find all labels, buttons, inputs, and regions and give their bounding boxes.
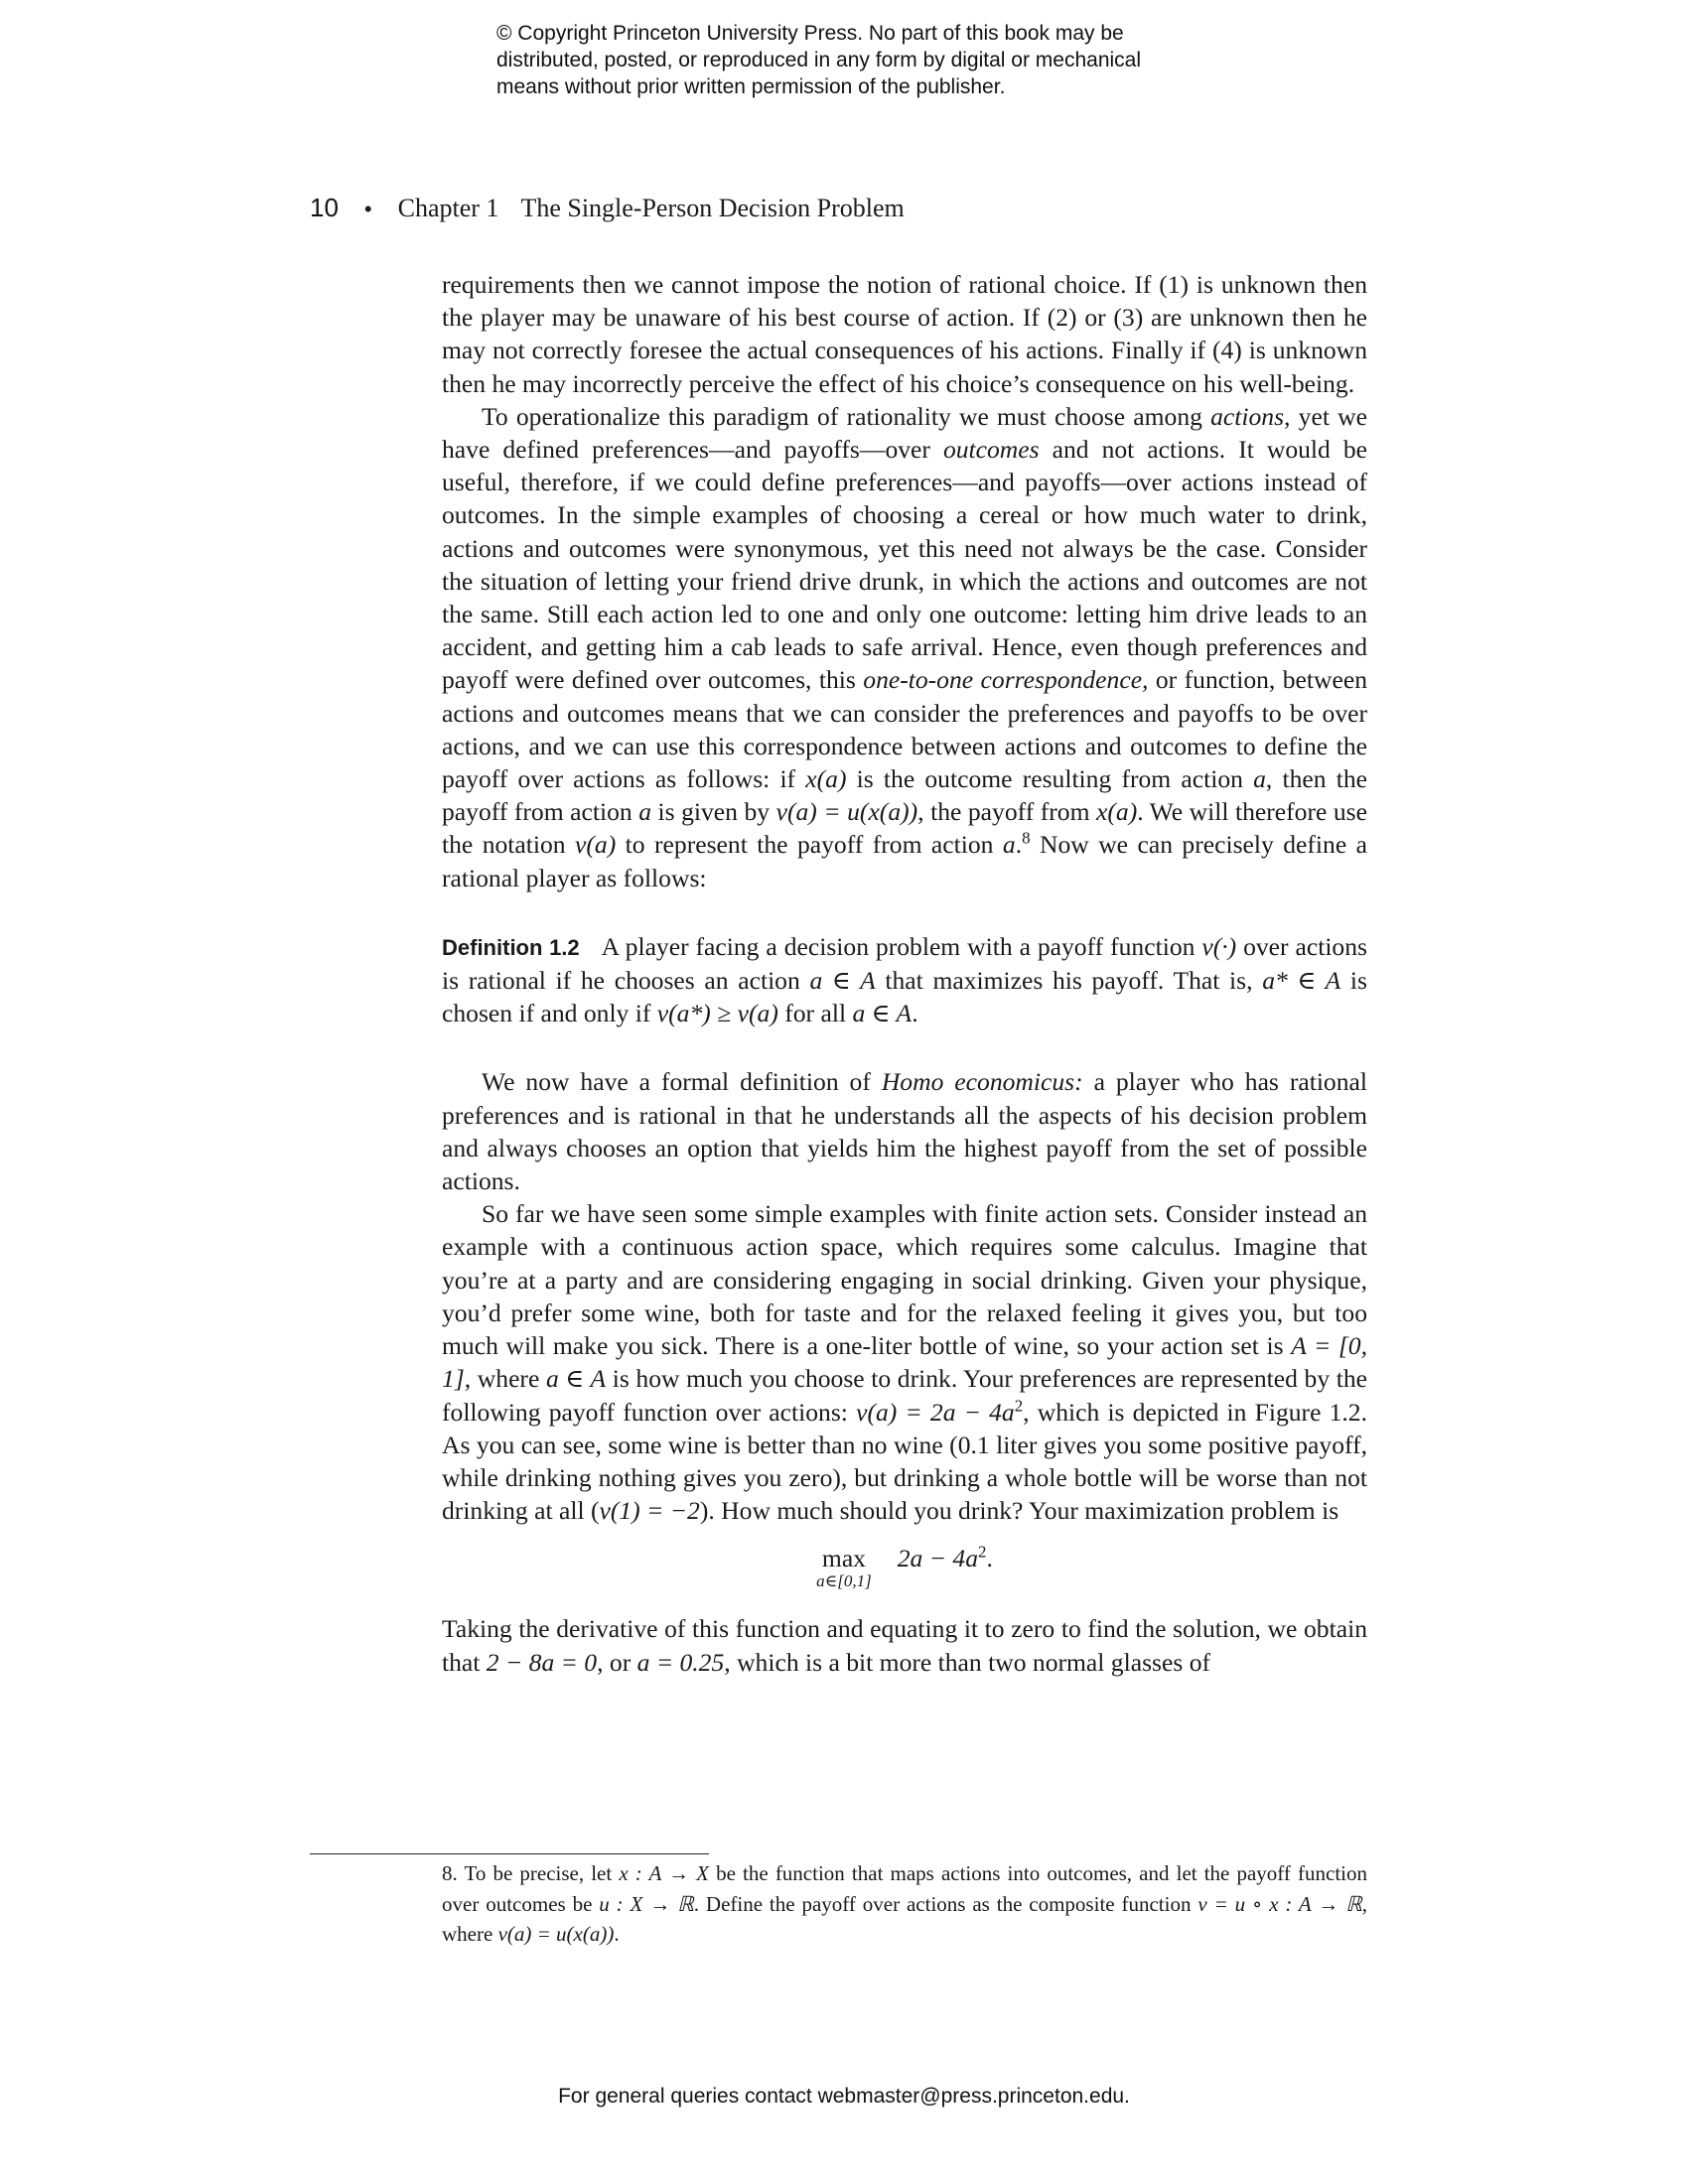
main-text [442, 268, 1367, 1679]
chapter-title: The Single-Person Decision Problem [520, 194, 905, 222]
equation-expression: $2a - 4a^2$. [897, 1542, 993, 1573]
math: x(a) [805, 764, 847, 794]
running-head [310, 193, 905, 226]
max-operator: max a∈[0,1] [816, 1544, 872, 1591]
footer-contact: For general queries contact webmaster@press.princeton.edu. [558, 2085, 1130, 2108]
math: v(a) = u(x(a)) [497, 1922, 615, 1946]
math: x(a) [1096, 797, 1138, 827]
footnote-rule [310, 1853, 709, 1854]
footnote-8: 8. To be precise, let x : A → X be the function that maps actions into outcomes, and let the payoff function over outcomes be u : X → ℝ. Define the payoff over actions as the composite function v = u ∘ x : A → ℝ, where v(a) = u(x(a)). [442, 1861, 1367, 1946]
page-number: 10 [310, 193, 339, 222]
paragraph-1: requirements then we cannot impose the notion of rational choice. If (1) is unknown then the player may be unaware of his best course of action. If (2) or (3) are unknown then he may not correctly foresee the actual consequences of his actions. Finally if (4) is unknown then he may incorrectly perceive the effect of his choice’s consequence on his well-being. [442, 270, 1367, 398]
emph-outcomes: outcomes [942, 435, 1040, 465]
copyright-line-2: distributed, posted, or reproduced in any form by digital or mechanical [496, 49, 1142, 71]
header-bullet: • [363, 197, 372, 221]
max-subscript: a∈[0,1] [816, 1571, 872, 1591]
chapter-label: Chapter 1 [397, 194, 499, 222]
math: x : A → X [619, 1861, 709, 1885]
definition-label: Definition 1.2 [442, 934, 580, 960]
math: a [1253, 764, 1266, 794]
footnote-ref-8[interactable]: 8 [1022, 828, 1031, 848]
paragraph-5: Taking the derivative of this function and equating it to zero to find the solution, we obtain that 2 − 8a = 0, or a = 0.25, which is a bit more than two normal glasses of [442, 1614, 1367, 1677]
paragraph-4: So far we have seen some simple examples with finite action sets. Consider instead an example with a continuous action space, which requires some calculus. Imagine that you’re at a party and are considering engaging in social drinking. Given your physique, you’d prefer some wine, both for taste and for the relaxed feeling it gives you, but too much will make you sick. There is a one-liter bottle of wine, so your action set is A = [0, 1], where a ∈ A is how much you choose to drink. Your preferences are represented by the following payoff function over actions: $v(a) = 2a - 4a^2$, which is depicted in Figure 1.2. As you can see, some wine is better than no wine (0.1 liter gives you some positive payoff, while drinking nothing gives you zero), but drinking a whole bottle will be worse than not drinking at all (v(1) = −2). How much should you drink? Your maximization problem is [442, 1199, 1368, 1526]
copyright-line-3: means without prior written permission of the publisher. [496, 75, 1006, 98]
emph-one-to-one: one-to-one correspondence, [863, 665, 1149, 695]
math: v(a) = 2a − 4a [856, 1397, 1015, 1427]
emph-actions: actions, [1210, 401, 1291, 431]
math: a [1002, 830, 1016, 860]
copyright-line-1: © Copyright Princeton University Press. No part of this book may be [496, 22, 1124, 45]
math: v(a) [575, 830, 617, 860]
definition-1-2: Definition 1.2 A player facing a decision problem with a payoff function v(·) over actions is rational if he chooses an action a ∈ A that maximizes his payoff. That is, a* ∈ A is chosen if and only if v(a*) ≥ v(a) for all a ∈ A. [442, 931, 1367, 1028]
math: v(·) [1201, 931, 1237, 961]
math: v(1) = −2 [599, 1496, 700, 1526]
math: 2 − 8a = 0 [486, 1647, 598, 1677]
display-equation [442, 1542, 1367, 1591]
math: u : X → ℝ [599, 1891, 694, 1916]
math: v = u ∘ x : A → ℝ [1197, 1891, 1362, 1916]
math: a ∈ A [809, 966, 876, 996]
math: a* ∈ A [1262, 966, 1341, 996]
math: a ∈ A [852, 999, 913, 1028]
copyright-notice [496, 20, 1251, 100]
math: v(a*) ≥ v(a) [656, 999, 778, 1028]
math: a [638, 797, 651, 827]
math: v(a) = u(x(a)) [775, 797, 918, 827]
emph-homo-economicus: Homo economicus: [881, 1067, 1083, 1097]
math: a ∈ A [545, 1364, 607, 1394]
paragraph-2: To operationalize this paradigm of rationality we must choose among actions, yet we have defined preferences—and payoffs—over outcomes and not actions. It would be useful, therefore, if we could define preferences—and payoffs—over actions instead of outcomes. In the simple examples of choosing a cereal or how much water to drink, actions and outcomes were synonymous, yet this need not always be the case. Consider the situation of letting your friend drive drunk, in which the actions and outcomes are not the same. Still each action led to one and only one outcome: letting him drive leads to an accident, and getting him a cab leads to safe arrival. Hence, even though preferences and payoff were defined over outcomes, this one-to-one correspondence, or function, between actions and outcomes means that we can consider the preferences and payoffs to be over actions, and we can use this correspondence between actions and outcomes to define the payoff over actions as follows: if x(a) is the outcome resulting from action a, then the payoff from action a is given by v(a) = u(x(a)), the payoff from x(a). We will therefore use the notation v(a) to represent the payoff from action a.$^8$ Now we can precisely define a rational player as follows: [442, 401, 1368, 892]
math: A = [0, 1] [442, 1331, 1367, 1394]
math: a = 0.25 [636, 1647, 725, 1677]
paragraph-3: We now have a formal definition of Homo economicus: a player who has rational preferences and is rational in that he understands all the aspects of his decision problem and always chooses an option that yields him the highest payoff from the set of possible actions. [442, 1067, 1367, 1196]
